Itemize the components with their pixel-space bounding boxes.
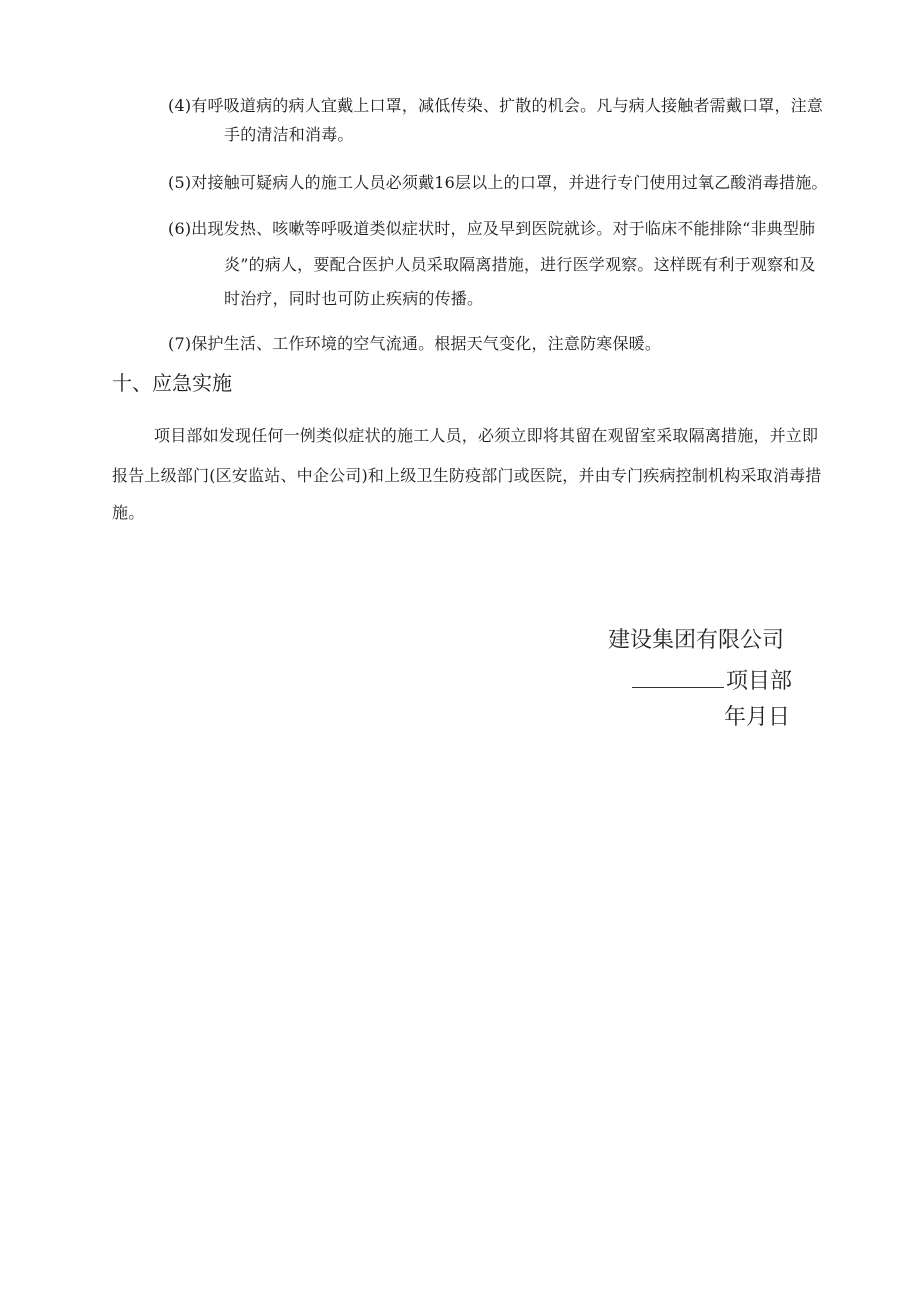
item-7-number: (7) <box>168 334 192 353</box>
item-7-line-1 <box>168 334 661 354</box>
item-5-text-1: 对接触可疑病人的施工人员必须戴16层以上的口罩，并进行专门使用过氧乙酸消毒措施。 <box>191 173 828 192</box>
item-4-line-1 <box>168 96 823 116</box>
item-6-text-1: 出现发热、咳嗽等呼吸道类似症状时，应及早到医院就诊。对于临床不能排除“非典型肺 <box>191 219 816 238</box>
item-5-line-1 <box>168 173 828 193</box>
item-6-number: (6) <box>168 219 192 238</box>
item-4-text-1: 有呼吸道病的病人宜戴上口罩，减低传染、扩散的机会。凡与病人接触者需戴口罩，注意 <box>191 96 824 115</box>
section-paragraph-line-2: 报告上级部门(区安监站、中企公司)和上级卫生防疫部门或医院，并由专门疾病控制机构采取消毒措 <box>112 466 822 485</box>
item-4-line-2: 手的清洁和消毒。 <box>224 125 354 144</box>
item-6-line-1 <box>168 219 815 239</box>
item-4-number: (4) <box>168 96 192 115</box>
signature-blank-underline <box>632 667 724 688</box>
signature-company: 建设集团有限公司 <box>608 628 785 653</box>
section-paragraph-line-3: 施。 <box>112 503 145 522</box>
signature-department-line <box>632 667 792 695</box>
item-6-line-3: 时治疗，同时也可防止疾病的传播。 <box>224 289 484 308</box>
signature-department: 项目部 <box>726 669 793 694</box>
item-7-text-1: 保护生活、工作环境的空气流通。根据天气变化，注意防寒保暖。 <box>191 334 662 353</box>
signature-date: 年月日 <box>724 705 791 730</box>
section-paragraph-line-1: 项目部如发现任何一例类似症状的施工人员，必须立即将其留在观留室采取隔离措施，并立即 <box>154 426 819 445</box>
item-6-line-2: 炎”的病人，要配合医护人员采取隔离措施，进行医学观察。这样既有利于观察和及 <box>224 255 816 274</box>
section-heading: 十、应急实施 <box>112 371 232 395</box>
item-5-number: (5) <box>168 173 192 192</box>
